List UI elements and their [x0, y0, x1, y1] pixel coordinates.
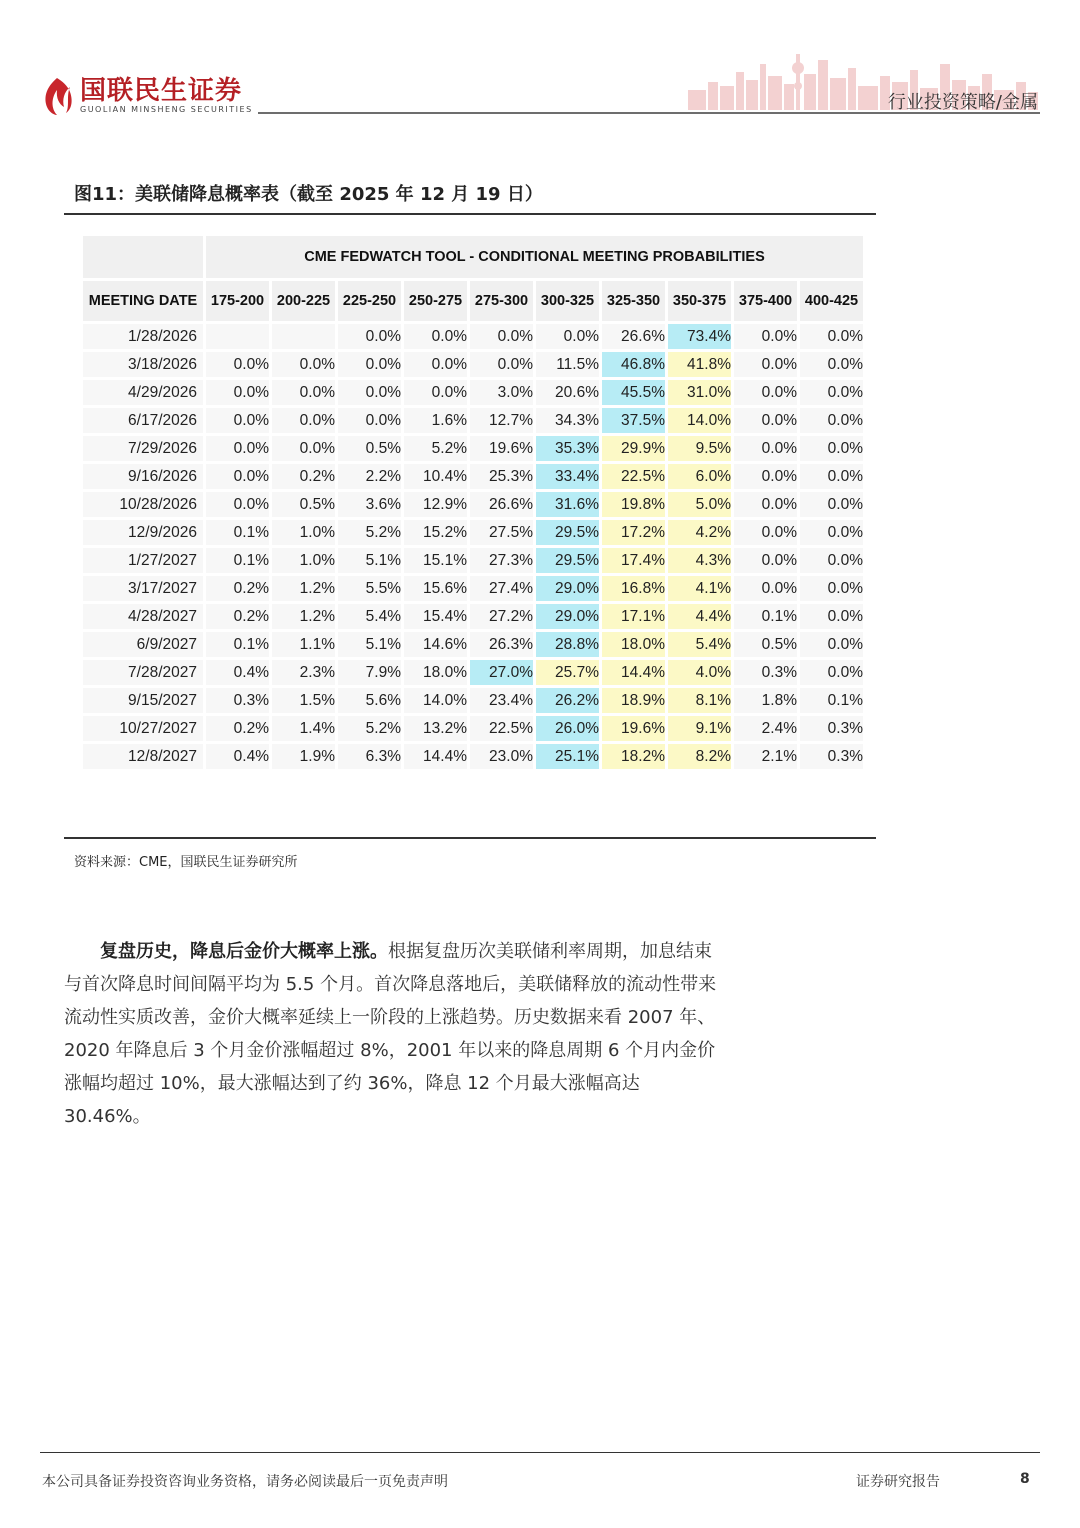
- probability-cell: 0.0%: [799, 603, 865, 631]
- probability-cell: 0.1%: [733, 603, 799, 631]
- probability-cell: 3.6%: [337, 491, 403, 519]
- probability-cell: 1.1%: [271, 631, 337, 659]
- table-row: [82, 575, 865, 603]
- column-header-rate: 325-350: [601, 280, 667, 323]
- probability-cell: 4.1%: [667, 575, 733, 603]
- probability-cell: [205, 323, 271, 351]
- probability-cell: 34.3%: [535, 407, 601, 435]
- probability-cell: 22.5%: [601, 463, 667, 491]
- probability-cell: 6.3%: [337, 743, 403, 771]
- probability-cell: 9.1%: [667, 715, 733, 743]
- table-corner-cell: [82, 235, 205, 280]
- probability-cell: 0.1%: [205, 631, 271, 659]
- footer-report-type: 证券研究报告: [856, 1474, 940, 1490]
- probability-cell: 26.3%: [469, 631, 535, 659]
- report-category: 行业投资策略/金属: [887, 92, 1038, 113]
- probability-cell: 0.0%: [403, 351, 469, 379]
- probability-cell: 0.0%: [733, 435, 799, 463]
- probability-cell: 0.0%: [733, 491, 799, 519]
- tool-title: CME FEDWATCH TOOL - CONDITIONAL MEETING PROBABILITIES: [205, 235, 865, 280]
- probability-cell: 0.0%: [271, 379, 337, 407]
- table-row: [82, 379, 865, 407]
- probability-cell: 0.0%: [733, 575, 799, 603]
- probability-cell: 18.9%: [601, 687, 667, 715]
- probability-cell: 1.0%: [271, 547, 337, 575]
- probability-cell: 0.0%: [403, 323, 469, 351]
- probability-cell: 7.9%: [337, 659, 403, 687]
- brand-name-en: GUOLIAN MINSHENG SECURITIES: [80, 105, 253, 114]
- probability-cell: 20.6%: [535, 379, 601, 407]
- probability-cell: 23.0%: [469, 743, 535, 771]
- probability-cell: 9.5%: [667, 435, 733, 463]
- probability-cell: 0.0%: [403, 379, 469, 407]
- probability-cell: 0.0%: [733, 351, 799, 379]
- probability-cell: 41.8%: [667, 351, 733, 379]
- probability-cell: 73.4%: [667, 323, 733, 351]
- probability-cell: 0.0%: [733, 463, 799, 491]
- meeting-date-cell: 7/29/2026: [82, 435, 205, 463]
- probability-cell: 27.3%: [469, 547, 535, 575]
- probability-cell: 0.0%: [469, 351, 535, 379]
- probability-cell: 1.0%: [271, 519, 337, 547]
- probability-cell: 5.5%: [337, 575, 403, 603]
- meeting-date-cell: 4/29/2026: [82, 379, 205, 407]
- probability-cell: 0.2%: [205, 603, 271, 631]
- probability-cell: 0.3%: [799, 715, 865, 743]
- probability-cell: 26.0%: [535, 715, 601, 743]
- probability-cell: 0.0%: [733, 547, 799, 575]
- figure-title: 图11：美联储降息概率表（截至 2025 年 12 月 19 日）: [74, 184, 543, 205]
- probability-cell: 8.1%: [667, 687, 733, 715]
- probability-cell: 14.4%: [403, 743, 469, 771]
- probability-cell: 5.2%: [337, 519, 403, 547]
- probability-cell: 29.0%: [535, 575, 601, 603]
- probability-cell: 8.2%: [667, 743, 733, 771]
- meeting-date-cell: 9/15/2027: [82, 687, 205, 715]
- footer-disclaimer: 本公司具备证券投资咨询业务资格，请务必阅读最后一页免责声明: [42, 1474, 448, 1490]
- probability-cell: 1.4%: [271, 715, 337, 743]
- probability-cell: 2.3%: [271, 659, 337, 687]
- probability-cell: 0.0%: [205, 435, 271, 463]
- table-row: [82, 743, 865, 771]
- column-header-rate: 375-400: [733, 280, 799, 323]
- figure-bottom-rule: [64, 837, 876, 839]
- probability-cell: 4.3%: [667, 547, 733, 575]
- meeting-date-cell: 10/28/2026: [82, 491, 205, 519]
- probability-cell: 0.0%: [799, 323, 865, 351]
- probability-cell: 0.0%: [271, 351, 337, 379]
- table-row: [82, 631, 865, 659]
- probability-cell: 31.6%: [535, 491, 601, 519]
- probability-cell: 0.0%: [799, 575, 865, 603]
- probability-cell: 29.5%: [535, 547, 601, 575]
- probability-cell: 31.0%: [667, 379, 733, 407]
- probability-cell: 0.0%: [799, 379, 865, 407]
- probability-cell: 0.3%: [799, 743, 865, 771]
- probability-cell: 0.2%: [271, 463, 337, 491]
- probability-cell: 0.2%: [205, 715, 271, 743]
- brand-logo: [40, 76, 253, 116]
- probability-cell: 1.2%: [271, 575, 337, 603]
- probability-cell: 25.3%: [469, 463, 535, 491]
- probability-cell: 5.2%: [403, 435, 469, 463]
- paragraph-lead: 复盘历史，降息后金价大概率上涨。: [100, 941, 388, 962]
- figure-source: 资料来源：CME，国联民生证券研究所: [74, 855, 298, 870]
- probability-cell: 5.6%: [337, 687, 403, 715]
- probability-cell: 0.0%: [205, 379, 271, 407]
- table-row: [82, 687, 865, 715]
- probability-cell: 1.8%: [733, 687, 799, 715]
- probability-cell: 0.0%: [799, 407, 865, 435]
- probability-cell: 15.4%: [403, 603, 469, 631]
- meeting-date-cell: 6/17/2026: [82, 407, 205, 435]
- meeting-date-cell: 9/16/2026: [82, 463, 205, 491]
- probability-cell: 0.5%: [337, 435, 403, 463]
- probability-cell: 0.3%: [733, 659, 799, 687]
- probability-cell: 11.5%: [535, 351, 601, 379]
- table-row: [82, 407, 865, 435]
- probability-cell: 0.0%: [799, 491, 865, 519]
- probability-cell: [271, 323, 337, 351]
- probability-cell: 1.6%: [403, 407, 469, 435]
- probability-cell: 2.4%: [733, 715, 799, 743]
- table-row: [82, 323, 865, 351]
- probability-cell: 0.0%: [337, 379, 403, 407]
- probability-cell: 12.7%: [469, 407, 535, 435]
- probability-cell: 15.6%: [403, 575, 469, 603]
- probability-cell: 0.5%: [271, 491, 337, 519]
- probability-cell: 12.9%: [403, 491, 469, 519]
- meeting-date-cell: 12/8/2027: [82, 743, 205, 771]
- meeting-date-cell: 1/27/2027: [82, 547, 205, 575]
- paragraph-text: 根据复盘历次美联储利率周期，加息结束与首次降息时间间隔平均为 5.5 个月。首次降息落地后，美联储释放的流动性带来流动性实质改善，金价大概率延续上一阶段的上涨趋势。历史数据来看 2007 年、2020 年降息后 3 个月金价涨幅超过 8%，2001 年以来的降息周期 6 个月内金价涨幅均超过 10%，最大涨幅达到了约 36%，降息 12 个月最大涨幅高达 30.46%。: [64, 941, 717, 1127]
- probability-cell: 0.0%: [799, 547, 865, 575]
- probability-cell: 0.0%: [799, 435, 865, 463]
- probability-cell: 18.2%: [601, 743, 667, 771]
- probability-cell: 10.4%: [403, 463, 469, 491]
- meeting-date-cell: 3/17/2027: [82, 575, 205, 603]
- probability-cell: 15.1%: [403, 547, 469, 575]
- brand-name-cn: 国联民生证券: [80, 76, 243, 106]
- probability-cell: 15.2%: [403, 519, 469, 547]
- table-row: [82, 463, 865, 491]
- probability-cell: 5.1%: [337, 631, 403, 659]
- probability-cell: 14.6%: [403, 631, 469, 659]
- probability-cell: 35.3%: [535, 435, 601, 463]
- probability-cell: 26.6%: [601, 323, 667, 351]
- probability-cell: 45.5%: [601, 379, 667, 407]
- probability-cell: 26.6%: [469, 491, 535, 519]
- probability-cell: 0.0%: [733, 519, 799, 547]
- probability-cell: 2.1%: [733, 743, 799, 771]
- probability-cell: 0.0%: [733, 323, 799, 351]
- column-header-rate: 350-375: [667, 280, 733, 323]
- probability-cell: 0.0%: [469, 323, 535, 351]
- probability-cell: 29.9%: [601, 435, 667, 463]
- probability-cell: 0.0%: [733, 407, 799, 435]
- table-row: [82, 435, 865, 463]
- meeting-date-cell: 1/28/2026: [82, 323, 205, 351]
- probability-cell: 14.0%: [403, 687, 469, 715]
- probability-cell: 19.6%: [601, 715, 667, 743]
- probability-cell: 0.0%: [205, 407, 271, 435]
- probability-cell: 19.6%: [469, 435, 535, 463]
- column-header-rate: 250-275: [403, 280, 469, 323]
- probability-cell: 0.0%: [337, 351, 403, 379]
- probability-cell: 2.2%: [337, 463, 403, 491]
- table-row: [82, 351, 865, 379]
- probability-cell: 1.2%: [271, 603, 337, 631]
- probability-cell: 19.8%: [601, 491, 667, 519]
- page-header: [0, 0, 1080, 120]
- probability-cell: 25.7%: [535, 659, 601, 687]
- probability-cell: 28.8%: [535, 631, 601, 659]
- probability-cell: 4.0%: [667, 659, 733, 687]
- probability-cell: 37.5%: [601, 407, 667, 435]
- column-header-rate: 275-300: [469, 280, 535, 323]
- probability-cell: 0.4%: [205, 743, 271, 771]
- probability-cell: 17.2%: [601, 519, 667, 547]
- probability-cell: 0.1%: [205, 547, 271, 575]
- column-header-rate: 400-425: [799, 280, 865, 323]
- probability-cell: 27.4%: [469, 575, 535, 603]
- table-row: [82, 715, 865, 743]
- probability-cell: 0.0%: [271, 435, 337, 463]
- table-row: [82, 547, 865, 575]
- probability-cell: 0.0%: [799, 631, 865, 659]
- page-number: 8: [1020, 1471, 1030, 1487]
- meeting-date-cell: 3/18/2026: [82, 351, 205, 379]
- probability-cell: 17.1%: [601, 603, 667, 631]
- probability-cell: 0.2%: [205, 575, 271, 603]
- probability-cell: 4.4%: [667, 603, 733, 631]
- probability-cell: 22.5%: [469, 715, 535, 743]
- meeting-date-cell: 10/27/2027: [82, 715, 205, 743]
- probability-cell: 29.5%: [535, 519, 601, 547]
- probability-cell: 3.0%: [469, 379, 535, 407]
- probability-cell: 0.0%: [799, 659, 865, 687]
- probability-cell: 14.4%: [601, 659, 667, 687]
- column-header-rate: 300-325: [535, 280, 601, 323]
- probability-cell: 0.0%: [799, 463, 865, 491]
- probability-cell: 23.4%: [469, 687, 535, 715]
- column-header-rate: 175-200: [205, 280, 271, 323]
- probability-cell: 26.2%: [535, 687, 601, 715]
- probability-cell: 0.0%: [733, 379, 799, 407]
- probability-cell: 17.4%: [601, 547, 667, 575]
- probability-cell: 0.3%: [205, 687, 271, 715]
- table-row: [82, 491, 865, 519]
- meeting-date-cell: 12/9/2026: [82, 519, 205, 547]
- probability-cell: 0.0%: [337, 323, 403, 351]
- probability-cell: 0.0%: [799, 519, 865, 547]
- tool-title-row: [82, 235, 865, 280]
- probability-cell: 27.5%: [469, 519, 535, 547]
- probability-cell: 0.5%: [733, 631, 799, 659]
- column-header-rate: 200-225: [271, 280, 337, 323]
- table-row: [82, 519, 865, 547]
- probability-cell: 16.8%: [601, 575, 667, 603]
- probability-cell: 27.2%: [469, 603, 535, 631]
- meeting-date-cell: 4/28/2027: [82, 603, 205, 631]
- body-paragraph: [64, 935, 724, 1133]
- probability-cell: 0.0%: [337, 407, 403, 435]
- probability-cell: 1.9%: [271, 743, 337, 771]
- probability-cell: 0.0%: [799, 351, 865, 379]
- table-row: [82, 659, 865, 687]
- footer-divider: [40, 1452, 1040, 1453]
- probability-cell: 0.0%: [205, 463, 271, 491]
- logo-flame-icon: [40, 76, 74, 116]
- fedwatch-table-container: [80, 233, 866, 772]
- probability-cell: 0.0%: [205, 351, 271, 379]
- column-header-meeting-date: MEETING DATE: [82, 280, 205, 323]
- probability-cell: 0.0%: [535, 323, 601, 351]
- column-header-row: [82, 280, 865, 323]
- probability-cell: 4.2%: [667, 519, 733, 547]
- probability-cell: 5.4%: [667, 631, 733, 659]
- fedwatch-probability-table: [80, 233, 866, 772]
- probability-cell: 33.4%: [535, 463, 601, 491]
- probability-cell: 0.0%: [271, 407, 337, 435]
- probability-cell: 46.8%: [601, 351, 667, 379]
- probability-cell: 25.1%: [535, 743, 601, 771]
- meeting-date-cell: 6/9/2027: [82, 631, 205, 659]
- figure-top-rule: [64, 213, 876, 215]
- table-row: [82, 603, 865, 631]
- probability-cell: 0.1%: [799, 687, 865, 715]
- probability-cell: 0.4%: [205, 659, 271, 687]
- probability-cell: 5.1%: [337, 547, 403, 575]
- meeting-date-cell: 7/28/2027: [82, 659, 205, 687]
- probability-cell: 0.0%: [205, 491, 271, 519]
- probability-cell: 1.5%: [271, 687, 337, 715]
- probability-cell: 27.0%: [469, 659, 535, 687]
- probability-cell: 14.0%: [667, 407, 733, 435]
- probability-cell: 29.0%: [535, 603, 601, 631]
- column-header-rate: 225-250: [337, 280, 403, 323]
- probability-cell: 18.0%: [403, 659, 469, 687]
- probability-cell: 18.0%: [601, 631, 667, 659]
- probability-cell: 13.2%: [403, 715, 469, 743]
- probability-cell: 6.0%: [667, 463, 733, 491]
- probability-cell: 5.2%: [337, 715, 403, 743]
- probability-cell: 5.0%: [667, 491, 733, 519]
- probability-cell: 0.1%: [205, 519, 271, 547]
- probability-cell: 5.4%: [337, 603, 403, 631]
